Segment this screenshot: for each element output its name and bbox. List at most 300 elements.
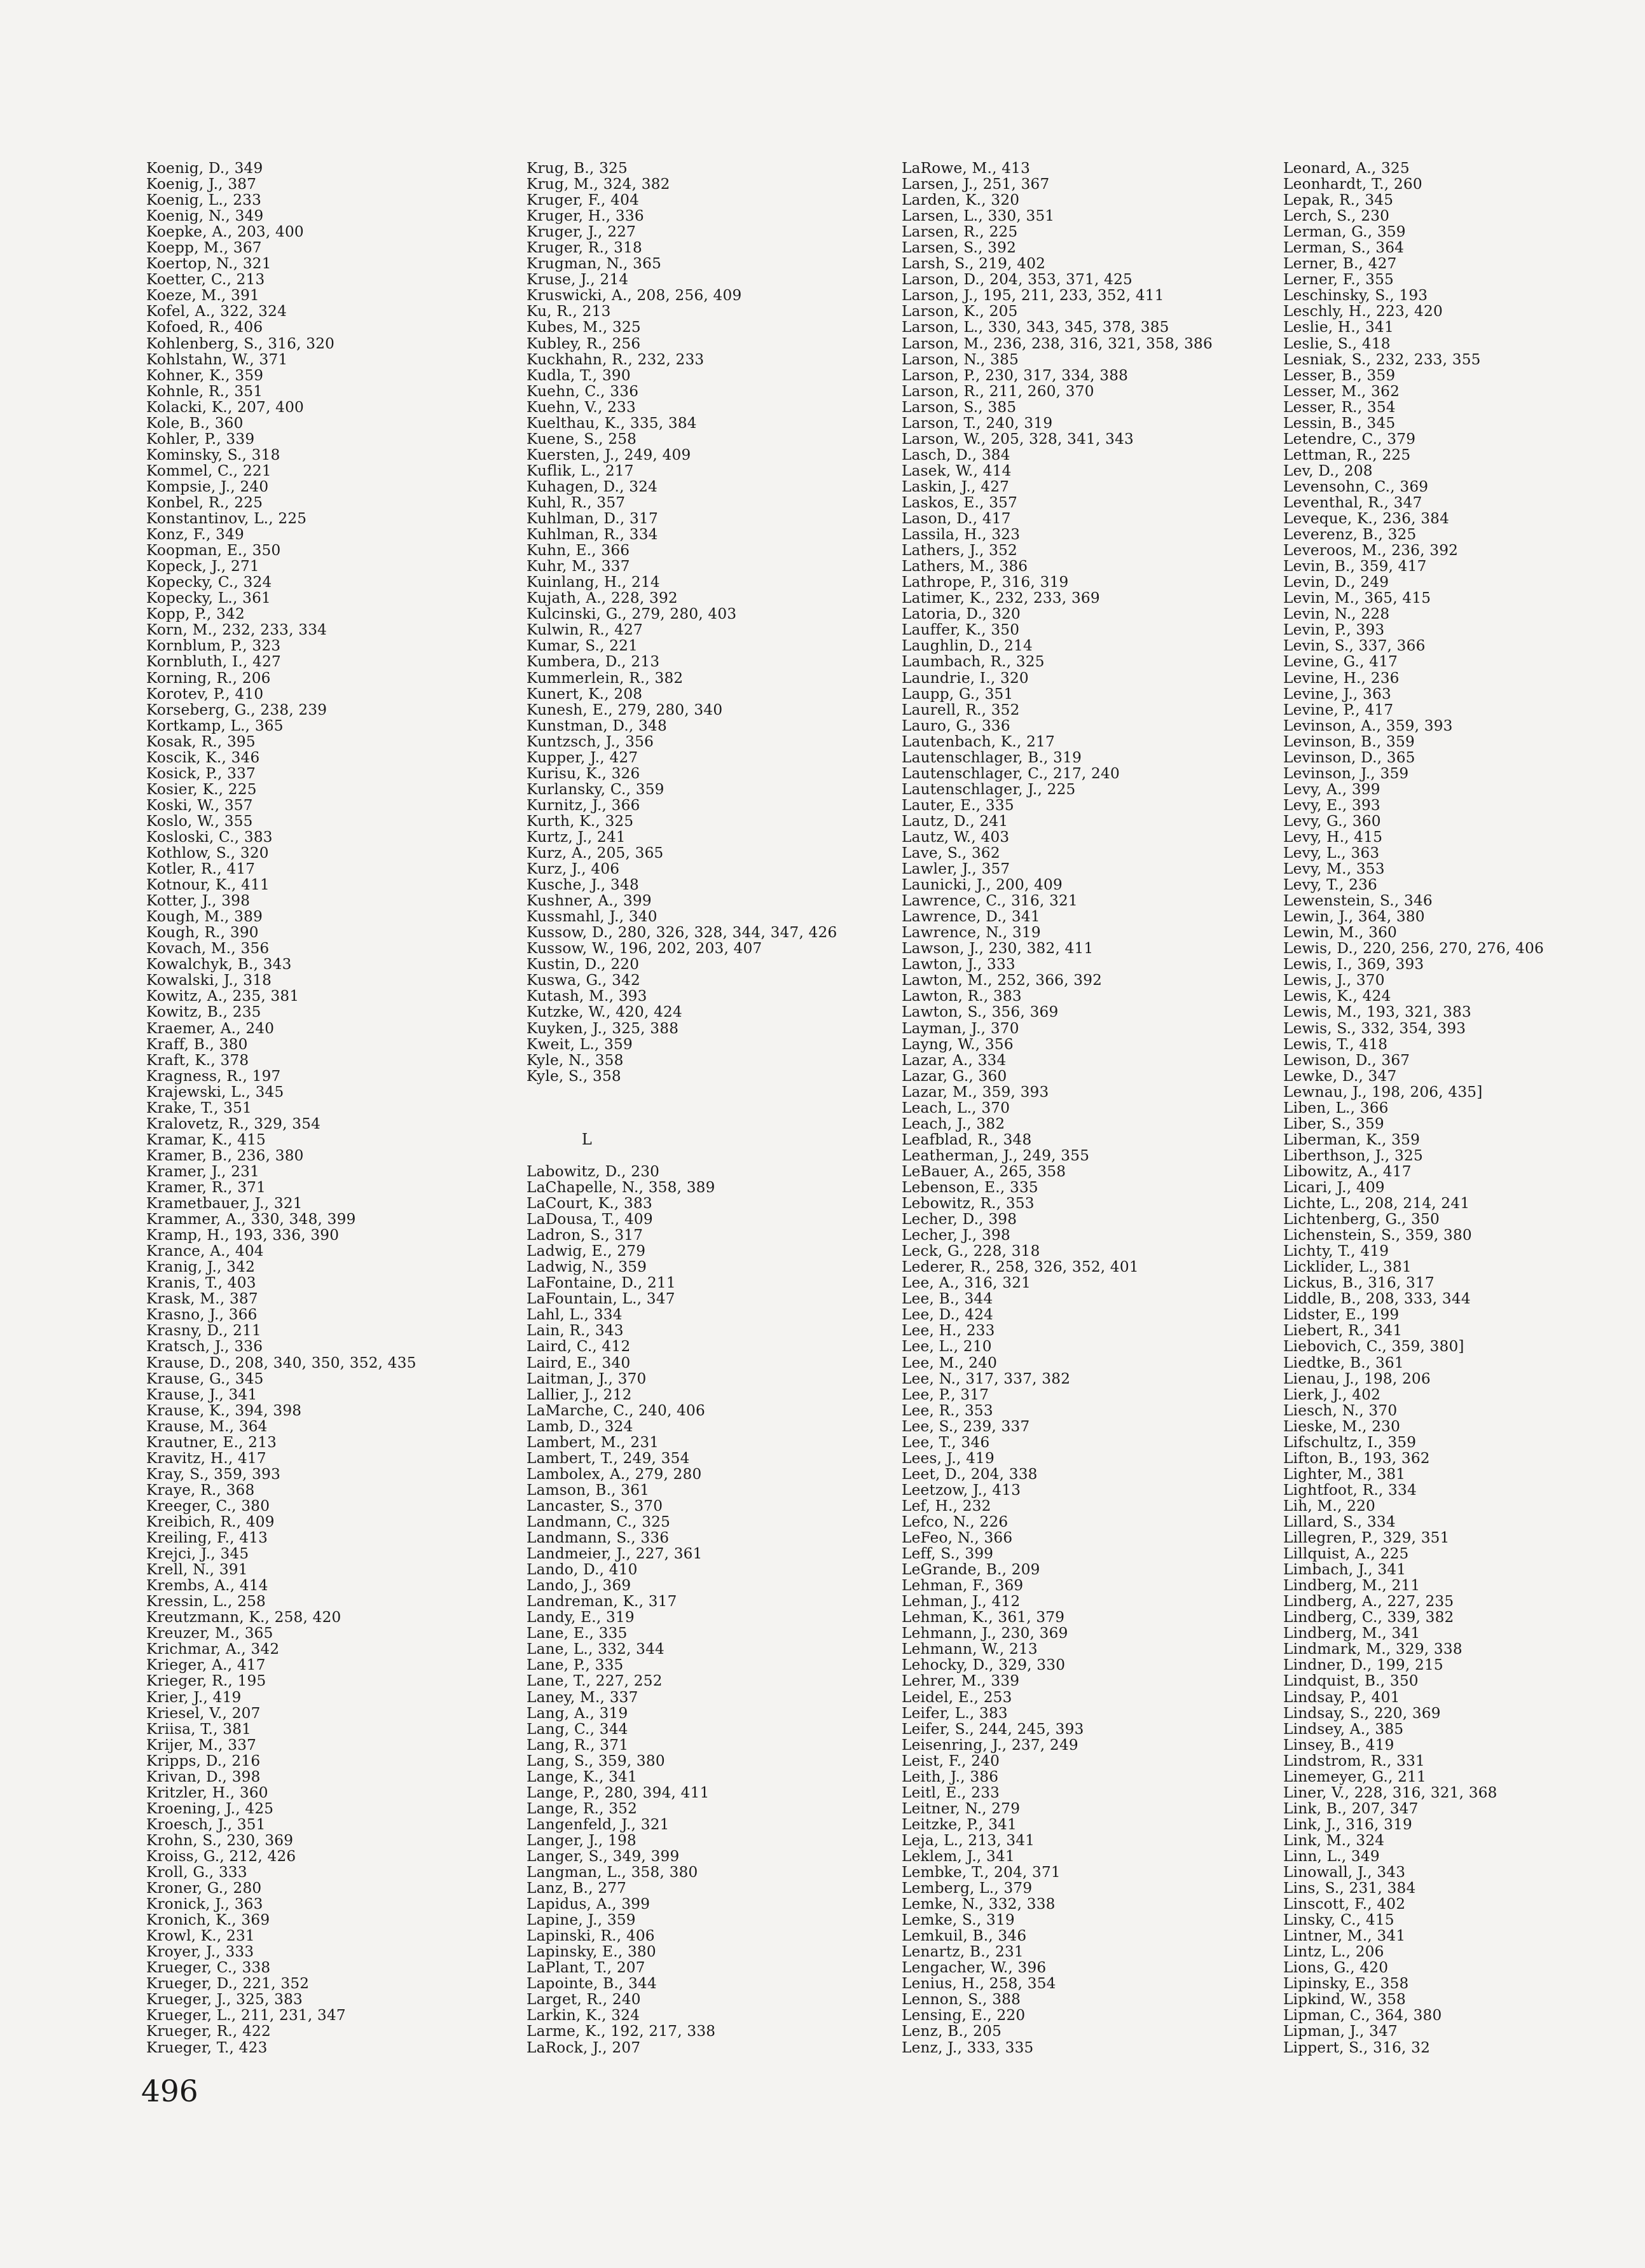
index-entry: Leith, J., 386 <box>902 1768 999 1785</box>
index-entry: Lichte, L., 208, 214, 241 <box>1283 1195 1470 1213</box>
index-entry: LaFountain, L., 347 <box>527 1290 675 1308</box>
index-entry: Kumar, S., 221 <box>527 637 638 655</box>
index-entry: Konz, F., 349 <box>146 526 244 544</box>
index-entry: Liddle, B., 208, 333, 344 <box>1283 1290 1471 1308</box>
index-entry: Kreuzer, M., 365 <box>146 1625 273 1642</box>
index-entry: Lazar, M., 359, 393 <box>902 1083 1049 1101</box>
index-entry: Labowitz, D., 230 <box>527 1162 660 1180</box>
index-entry: Lichenstein, S., 359, 380 <box>1283 1227 1472 1244</box>
index-entry: Leafblad, R., 348 <box>902 1131 1032 1148</box>
index-entry: Lee, L., 210 <box>902 1338 992 1356</box>
index-entry: Krueger, J., 325, 383 <box>146 1991 303 2009</box>
index-entry: Lehman, K., 361, 379 <box>902 1609 1065 1626</box>
index-entry: Kruswicki, A., 208, 256, 409 <box>527 287 742 305</box>
index-entry: Lautenschlager, C., 217, 240 <box>902 764 1120 782</box>
index-entry: Liebovich, C., 359, 380] <box>1283 1338 1464 1356</box>
index-entry: Kopp, P., 342 <box>146 605 245 623</box>
index-entry: Lemkuil, B., 346 <box>902 1927 1027 1945</box>
index-entry: Kopecky, C., 324 <box>146 574 272 591</box>
index-entry: Leitner, N., 279 <box>902 1799 1021 1817</box>
index-entry: Langman, L., 358, 380 <box>527 1864 698 1881</box>
index-entry: Lighter, M., 381 <box>1283 1465 1406 1483</box>
index-entry: Lierk, J., 402 <box>1283 1385 1381 1403</box>
index-entry: Lindner, D., 199, 215 <box>1283 1656 1443 1674</box>
index-entry: Lerman, G., 359 <box>1283 223 1406 241</box>
index-entry: Lee, A., 316, 321 <box>902 1274 1031 1292</box>
index-entry: Larson, W., 205, 328, 341, 343 <box>902 430 1134 448</box>
index-entry: Kweit, L., 359 <box>527 1035 633 1053</box>
index-entry: Lintner, M., 341 <box>1283 1927 1406 1945</box>
index-entry: Larsen, J., 251, 367 <box>902 175 1050 193</box>
index-entry: Lawton, R., 383 <box>902 987 1022 1005</box>
index-entry: Liberthson, J., 325 <box>1283 1146 1423 1164</box>
index-entry: Levin, N., 228 <box>1283 605 1390 623</box>
index-entry: Lang, C., 344 <box>527 1720 628 1738</box>
index-column-1 <box>146 160 416 2056</box>
index-entry: Kreibich, R., 409 <box>146 1513 275 1530</box>
index-entry: Krasny, D., 211 <box>146 1322 261 1340</box>
index-entry: Koertop, N., 321 <box>146 255 272 273</box>
index-entry: Lando, J., 369 <box>527 1577 631 1595</box>
index-entry: Kussmahl, J., 340 <box>527 908 657 926</box>
index-entry: Larme, K., 192, 217, 338 <box>527 2023 716 2040</box>
index-entry: Kramar, K., 415 <box>146 1131 266 1148</box>
index-entry: Levinson, B., 359 <box>1283 732 1415 750</box>
index-entry: Leslie, H., 341 <box>1283 319 1394 336</box>
index-entry: Larsen, S., 392 <box>902 239 1017 257</box>
index-entry: Levy, A., 399 <box>1283 780 1380 798</box>
index-entry: Kruger, J., 227 <box>527 223 637 241</box>
index-entry: Licklider, L., 381 <box>1283 1258 1412 1276</box>
index-entry: Lesser, M., 362 <box>1283 382 1400 400</box>
index-entry: Kruse, J., 214 <box>527 271 629 289</box>
index-entry: Kritzler, H., 360 <box>146 1783 268 1801</box>
index-entry: Lensing, E., 220 <box>902 2007 1026 2024</box>
index-entry: Lando, D., 410 <box>527 1561 638 1579</box>
index-entry: Lason, D., 417 <box>902 510 1011 528</box>
index-entry: Letendre, C., 379 <box>1283 430 1416 448</box>
index-entry: Koepp, M., 367 <box>146 239 262 257</box>
index-entry: Levinson, A., 359, 393 <box>1283 717 1453 734</box>
index-entry: Krasno, J., 366 <box>146 1306 258 1324</box>
index-entry: Kreiling, F., 413 <box>146 1529 268 1547</box>
index-entry: Lindmark, M., 329, 338 <box>1283 1640 1463 1658</box>
index-entry: Lewis, T., 418 <box>1283 1035 1388 1053</box>
index-entry: Kuehn, V., 233 <box>527 398 636 416</box>
index-entry: LeGrande, B., 209 <box>902 1561 1040 1579</box>
index-entry: Kornbluth, I., 427 <box>146 653 281 671</box>
index-entry: Kosak, R., 395 <box>146 732 256 750</box>
index-entry: Kuyken, J., 325, 388 <box>527 1019 679 1037</box>
index-entry: Lewin, M., 360 <box>1283 924 1397 942</box>
index-entry: Lee, S., 239, 337 <box>902 1417 1030 1435</box>
index-entry: Kothlow, S., 320 <box>146 844 269 862</box>
index-entry: Krause, D., 208, 340, 350, 352, 435 <box>146 1354 416 1371</box>
index-entry: Kurz, A., 205, 365 <box>527 844 664 862</box>
index-entry: Krueger, C., 338 <box>146 1959 271 1977</box>
index-entry: Langer, S., 349, 399 <box>527 1847 680 1865</box>
index-entry: Lillegren, P., 329, 351 <box>1283 1529 1450 1547</box>
index-entry: Kripps, D., 216 <box>146 1752 261 1770</box>
index-entry: Krueger, T., 423 <box>146 2038 268 2056</box>
index-entry: Kompsie, J., 240 <box>146 478 269 495</box>
index-entry: Laundrie, I., 320 <box>902 669 1029 687</box>
index-entry: Lawton, M., 252, 366, 392 <box>902 972 1103 989</box>
index-entry: Krieger, R., 195 <box>146 1672 266 1690</box>
index-entry: Lauter, E., 335 <box>902 796 1014 814</box>
index-entry: Lewin, J., 364, 380 <box>1283 908 1425 926</box>
index-entry: Korseberg, G., 238, 239 <box>146 701 327 718</box>
index-entry: Lipman, C., 364, 380 <box>1283 2007 1442 2024</box>
index-entry: Kralovetz, R., 329, 354 <box>146 1115 321 1132</box>
index-entry: Larson, K., 205 <box>902 303 1018 320</box>
index-entry: Kurisu, K., 326 <box>527 764 640 782</box>
index-entry: Lewison, D., 367 <box>1283 1051 1410 1069</box>
index-entry: Lengacher, W., 396 <box>902 1959 1047 1977</box>
index-entry: Krowl, K., 231 <box>146 1927 255 1945</box>
index-entry: Lewis, J., 370 <box>1283 972 1385 989</box>
index-entry: Kussow, W., 196, 202, 203, 407 <box>527 940 762 958</box>
index-entry: LaRock, J., 207 <box>527 2038 641 2056</box>
index-entry: Lee, R., 353 <box>902 1401 993 1419</box>
index-entry: Leach, J., 382 <box>902 1115 1005 1132</box>
index-entry: Lees, J., 419 <box>902 1449 995 1467</box>
index-entry: Kunesh, E., 279, 280, 340 <box>527 701 723 718</box>
index-entry: Lawrence, D., 341 <box>902 908 1040 926</box>
index-entry: Lehocky, D., 329, 330 <box>902 1656 1066 1674</box>
index-entry: Linsky, C., 415 <box>1283 1911 1394 1929</box>
index-entry: Landmann, S., 336 <box>527 1529 670 1547</box>
index-entry: Lidster, E., 199 <box>1283 1306 1400 1324</box>
index-entry: Lemke, N., 332, 338 <box>902 1895 1056 1913</box>
index-entry: Lipkind, W., 358 <box>1283 1991 1406 2009</box>
index-entry: Kovach, M., 356 <box>146 940 270 958</box>
index-entry: Lautenbach, K., 217 <box>902 732 1055 750</box>
index-entry: Lienau, J., 198, 206 <box>1283 1370 1431 1387</box>
index-entry: Laney, M., 337 <box>527 1688 638 1706</box>
index-entry: Kramer, B., 236, 380 <box>146 1146 304 1164</box>
index-entry: Lewnau, J., 198, 206, 435] <box>1283 1083 1483 1101</box>
index-entry: Kosick, P., 337 <box>146 764 256 782</box>
index-entry: Kopeck, J., 271 <box>146 558 259 575</box>
index-entry: Landmann, C., 325 <box>527 1513 671 1530</box>
index-entry: Levy, L., 363 <box>1283 844 1380 862</box>
index-entry: Lintz, L., 206 <box>1283 1943 1384 1961</box>
index-entry: Lerman, S., 364 <box>1283 239 1405 257</box>
index-entry: Krause, G., 345 <box>146 1370 264 1387</box>
index-entry: Kriisa, T., 381 <box>146 1720 252 1738</box>
index-entry: Lehman, J., 412 <box>902 1593 1021 1611</box>
index-entry: Kroening, J., 425 <box>146 1799 274 1817</box>
index-entry: Lathrope, P., 316, 319 <box>902 574 1069 591</box>
index-entry: Levine, G., 417 <box>1283 653 1398 671</box>
index-entry: Larson, L., 330, 343, 345, 378, 385 <box>902 319 1169 336</box>
index-entry: Lang, A., 319 <box>527 1704 628 1722</box>
index-entry: Kressin, L., 258 <box>146 1593 266 1611</box>
index-entry: Lee, B., 344 <box>902 1290 993 1308</box>
index-entry: Lillquist, A., 225 <box>1283 1545 1409 1563</box>
index-entry: Kutzke, W., 420, 424 <box>527 1003 682 1021</box>
index-entry: Lange, P., 280, 394, 411 <box>527 1783 710 1801</box>
index-entry: Leck, G., 228, 318 <box>902 1242 1040 1260</box>
index-entry: Ladwig, E., 279 <box>527 1242 646 1260</box>
index-entry: Krake, T., 351 <box>146 1099 252 1117</box>
index-entry: Kotter, J., 398 <box>146 892 251 910</box>
index-entry: Lasek, W., 414 <box>902 462 1012 479</box>
index-entry: Krask, M., 387 <box>146 1290 258 1308</box>
index-entry: Kroyer, J., 333 <box>146 1943 254 1961</box>
index-entry: Lindsay, S., 220, 369 <box>1283 1704 1441 1722</box>
index-entry: Lawton, S., 356, 369 <box>902 1003 1059 1021</box>
index-entry: LaDousa, T., 409 <box>527 1211 653 1228</box>
index-entry: Lancaster, S., 370 <box>527 1497 663 1515</box>
index-entry: Landmeier, J., 227, 361 <box>527 1545 703 1563</box>
index-entry: Ladwig, N., 359 <box>527 1258 647 1276</box>
index-entry: Levine, J., 363 <box>1283 685 1391 703</box>
index-entry: Krueger, R., 422 <box>146 2023 271 2040</box>
index-entry: Levy, T., 236 <box>1283 876 1378 894</box>
blank-line <box>527 1116 837 1132</box>
index-entry: Leetzow, J., 413 <box>902 1481 1021 1499</box>
index-entry: Kraff, B., 380 <box>146 1035 248 1053</box>
index-entry: Kraye, R., 368 <box>146 1481 255 1499</box>
index-entry: Kohler, P., 339 <box>146 430 255 448</box>
index-entry: Kuersten, J., 249, 409 <box>527 446 691 464</box>
index-entry: Lahl, L., 334 <box>527 1306 623 1324</box>
index-entry: Leschinsky, S., 193 <box>1283 287 1428 305</box>
index-entry: Leitzke, P., 341 <box>902 1815 1017 1833</box>
index-entry: Krugman, N., 365 <box>527 255 662 273</box>
index-entry: Liben, L., 366 <box>1283 1099 1389 1117</box>
index-entry: Lautz, D., 241 <box>902 812 1008 830</box>
index-entry: Liner, V., 228, 316, 321, 368 <box>1283 1783 1497 1801</box>
index-entry: Kuhagen, D., 324 <box>527 478 658 495</box>
index-entry: Kuckhahn, R., 232, 233 <box>527 350 705 368</box>
index-entry: LaCourt, K., 383 <box>527 1195 652 1213</box>
index-entry: Lettman, R., 225 <box>1283 446 1411 464</box>
index-entry: Krance, A., 404 <box>146 1242 264 1260</box>
index-entry: Lebenson, E., 335 <box>902 1179 1038 1196</box>
index-entry: Krug, B., 325 <box>527 160 628 177</box>
index-entry: Lathers, M., 386 <box>902 558 1028 575</box>
index-entry: Lipinsky, E., 358 <box>1283 1975 1409 1993</box>
index-entry: Leifer, S., 244, 245, 393 <box>902 1720 1084 1738</box>
index-entry: Langenfeld, J., 321 <box>527 1815 670 1833</box>
index-entry: Kranis, T., 403 <box>146 1274 256 1292</box>
index-entry: Koenig, J., 387 <box>146 175 257 193</box>
index-entry: Lamson, B., 361 <box>527 1481 650 1499</box>
index-entry: Laughlin, D., 214 <box>902 637 1033 655</box>
index-entry: Lenz, B., 205 <box>902 2023 1002 2040</box>
index-entry: Krueger, L., 211, 231, 347 <box>146 2007 346 2024</box>
index-entry: Liberman, K., 359 <box>1283 1131 1421 1148</box>
blank-line <box>527 1148 837 1164</box>
index-entry: Krijer, M., 337 <box>146 1736 257 1754</box>
index-entry: Koski, W., 357 <box>146 796 253 814</box>
index-entry: Lawler, J., 357 <box>902 860 1010 878</box>
index-entry: Kosier, K., 225 <box>146 780 257 798</box>
index-entry: Kowalski, J., 318 <box>146 972 272 989</box>
index-entry: LaPlant, T., 207 <box>527 1959 645 1977</box>
index-entry: Link, B., 207, 347 <box>1283 1799 1419 1817</box>
index-entry: Korning, R., 206 <box>146 669 271 687</box>
index-entry: Kummerlein, R., 382 <box>527 669 684 687</box>
index-entry: Koslo, W., 355 <box>146 812 253 830</box>
index-entry: Levine, H., 236 <box>1283 669 1400 687</box>
index-entry: Laurell, R., 352 <box>902 701 1020 718</box>
index-entry: Lang, R., 371 <box>527 1736 629 1754</box>
index-entry: Levy, M., 353 <box>1283 860 1385 878</box>
index-entry: Kunert, K., 208 <box>527 685 643 703</box>
index-entry: Kopecky, L., 361 <box>146 589 271 607</box>
index-entry: Levinson, J., 359 <box>1283 764 1409 782</box>
index-entry: Lindberg, C., 339, 382 <box>1283 1609 1454 1626</box>
index-entry: Kotnour, K., 411 <box>146 876 270 894</box>
index-entry: Lapointe, B., 344 <box>527 1975 657 1993</box>
index-entry: Leja, L., 213, 341 <box>902 1831 1035 1849</box>
index-entry: Lane, E., 335 <box>527 1625 628 1642</box>
index-entry: Linowall, J., 343 <box>1283 1864 1406 1881</box>
index-entry: Kusche, J., 348 <box>527 876 639 894</box>
index-entry: Kurtz, J., 241 <box>527 828 626 846</box>
index-entry: Lindberg, A., 227, 235 <box>1283 1593 1454 1611</box>
index-entry: Lauro, G., 336 <box>902 717 1010 734</box>
index-entry: Kroesch, J., 351 <box>146 1815 266 1833</box>
index-entry: Lee, H., 233 <box>902 1322 995 1340</box>
index-entry: LaFontaine, D., 211 <box>527 1274 676 1292</box>
index-entry: Kuntzsch, J., 356 <box>527 732 654 750</box>
index-entry: Lassila, H., 323 <box>902 526 1021 544</box>
index-entry: Krueger, D., 221, 352 <box>146 1975 310 1993</box>
index-entry: Laird, C., 412 <box>527 1338 631 1356</box>
index-entry: Kraft, K., 378 <box>146 1051 249 1069</box>
index-entry: Kuene, S., 258 <box>527 430 637 448</box>
index-entry: Linsey, B., 419 <box>1283 1736 1394 1754</box>
index-entry: Leonhardt, T., 260 <box>1283 175 1422 193</box>
index-entry: Lillard, S., 334 <box>1283 1513 1396 1530</box>
index-entry: Koenig, N., 349 <box>146 207 264 225</box>
index-entry: Kuswa, G., 342 <box>527 972 640 989</box>
index-entry: Kranig, J., 342 <box>146 1258 256 1276</box>
index-entry: Lipman, J., 347 <box>1283 2023 1398 2040</box>
index-entry: Kohnle, R., 351 <box>146 382 263 400</box>
index-entry: Lerner, F., 355 <box>1283 271 1394 289</box>
index-entry: Lecher, D., 398 <box>902 1211 1017 1228</box>
index-entry: Koenig, D., 349 <box>146 160 263 177</box>
index-entry: Lesser, B., 359 <box>1283 366 1396 384</box>
index-entry: Korn, M., 232, 233, 334 <box>146 621 327 639</box>
index-entry: Koeze, M., 391 <box>146 287 259 305</box>
index-entry: Larkin, K., 324 <box>527 2007 640 2024</box>
index-entry: Leveroos, M., 236, 392 <box>1283 542 1459 560</box>
index-entry: Lambert, T., 249, 354 <box>527 1449 690 1467</box>
index-entry: Lasch, D., 384 <box>902 446 1010 464</box>
index-entry: Libowitz, A., 417 <box>1283 1162 1412 1180</box>
index-entry: Kurnitz, J., 366 <box>527 796 640 814</box>
index-entry: Kuhlman, R., 334 <box>527 526 658 544</box>
index-entry: Landreman, K., 317 <box>527 1593 677 1611</box>
index-entry: Koetter, C., 213 <box>146 271 265 289</box>
index-entry: Lawrence, N., 319 <box>902 924 1041 942</box>
blank-line <box>527 1100 837 1116</box>
index-entry: Lautenschlager, B., 319 <box>902 748 1082 766</box>
index-entry: Kroner, G., 280 <box>146 1880 262 1897</box>
index-entry: Link, J., 316, 319 <box>1283 1815 1413 1833</box>
index-entry: Lindquist, B., 350 <box>1283 1672 1419 1690</box>
index-entry: Kreeger, C., 380 <box>146 1497 270 1515</box>
index-entry: Lebowitz, R., 353 <box>902 1195 1035 1213</box>
index-entry: Larson, R., 211, 260, 370 <box>902 382 1094 400</box>
index-entry: Launicki, J., 200, 409 <box>902 876 1063 894</box>
index-entry: Kubes, M., 325 <box>527 319 641 336</box>
index-entry: Kunstman, D., 348 <box>527 717 667 734</box>
index-entry: Kujath, A., 228, 392 <box>527 589 678 607</box>
index-entry: Larson, M., 236, 238, 316, 321, 358, 386 <box>902 334 1213 352</box>
index-entry: Lehmann, W., 213 <box>902 1640 1038 1658</box>
index-entry: Layng, W., 356 <box>902 1035 1014 1053</box>
index-entry: Lamb, D., 324 <box>527 1417 633 1435</box>
index-entry: Larsen, R., 225 <box>902 223 1018 241</box>
index-entry: Lambert, M., 231 <box>527 1433 659 1451</box>
index-entry: Kohner, K., 359 <box>146 366 264 384</box>
index-entry: Kratsch, J., 336 <box>146 1338 263 1356</box>
index-entry: Lichty, T., 419 <box>1283 1242 1389 1260</box>
index-entry: Kray, S., 359, 393 <box>146 1465 281 1483</box>
index-column-2 <box>527 160 837 2056</box>
index-entry: Kraemer, A., 240 <box>146 1019 275 1037</box>
index-entry: Krajewski, L., 345 <box>146 1083 284 1101</box>
index-entry: Laumbach, R., 325 <box>902 653 1045 671</box>
index-entry: Kosloski, C., 383 <box>146 828 273 846</box>
index-entry: Lazar, G., 360 <box>902 1067 1007 1085</box>
index-entry: Lemberg, L., 379 <box>902 1880 1033 1897</box>
index-entry: Kumbera, D., 213 <box>527 653 660 671</box>
index-entry: Lang, S., 359, 380 <box>527 1752 665 1770</box>
index-entry: Lindsey, A., 385 <box>1283 1720 1404 1738</box>
index-entry: Lauffer, K., 350 <box>902 621 1020 639</box>
index-entry: Levine, P., 417 <box>1283 701 1394 718</box>
index-entry: Lee, M., 240 <box>902 1354 998 1371</box>
index-entry: Kuhr, M., 337 <box>527 558 630 575</box>
index-entry: Larson, P., 230, 317, 334, 388 <box>902 366 1129 384</box>
index-entry: Krivan, D., 398 <box>146 1768 261 1785</box>
index-entry: Kuehn, C., 336 <box>527 382 639 400</box>
index-entry: Levy, G., 360 <box>1283 812 1381 830</box>
index-entry: Kurth, K., 325 <box>527 812 634 830</box>
index-entry: Laskin, J., 427 <box>902 478 1010 495</box>
index-entry: Lesser, R., 354 <box>1283 398 1396 416</box>
index-entry: Lessin, B., 345 <box>1283 414 1396 432</box>
index-entry: Leverenz, B., 325 <box>1283 526 1417 544</box>
index-entry: Limbach, J., 341 <box>1283 1561 1407 1579</box>
index-entry: Kolacki, K., 207, 400 <box>146 398 304 416</box>
index-entry: Kornblum, P., 323 <box>146 637 281 655</box>
index-entry: Kowitz, A., 235, 381 <box>146 987 299 1005</box>
index-entry: Ladron, S., 317 <box>527 1227 644 1244</box>
index-entry: Larson, N., 385 <box>902 350 1019 368</box>
index-entry: Lev, D., 208 <box>1283 462 1373 479</box>
index-entry: Landy, E., 319 <box>527 1609 635 1626</box>
index-entry: Lapine, J., 359 <box>527 1911 636 1929</box>
index-entry: Linn, L., 349 <box>1283 1847 1380 1865</box>
index-entry: Leslie, S., 418 <box>1283 334 1391 352</box>
index-entry: Lightfoot, R., 334 <box>1283 1481 1417 1499</box>
index-entry: Konstantinov, L., 225 <box>146 510 307 528</box>
index-entry: Kruger, R., 318 <box>527 239 643 257</box>
index-entry: Linemeyer, G., 211 <box>1283 1768 1426 1785</box>
index-entry: Laskos, E., 357 <box>902 493 1018 511</box>
index-entry: Larsen, L., 330, 351 <box>902 207 1055 225</box>
